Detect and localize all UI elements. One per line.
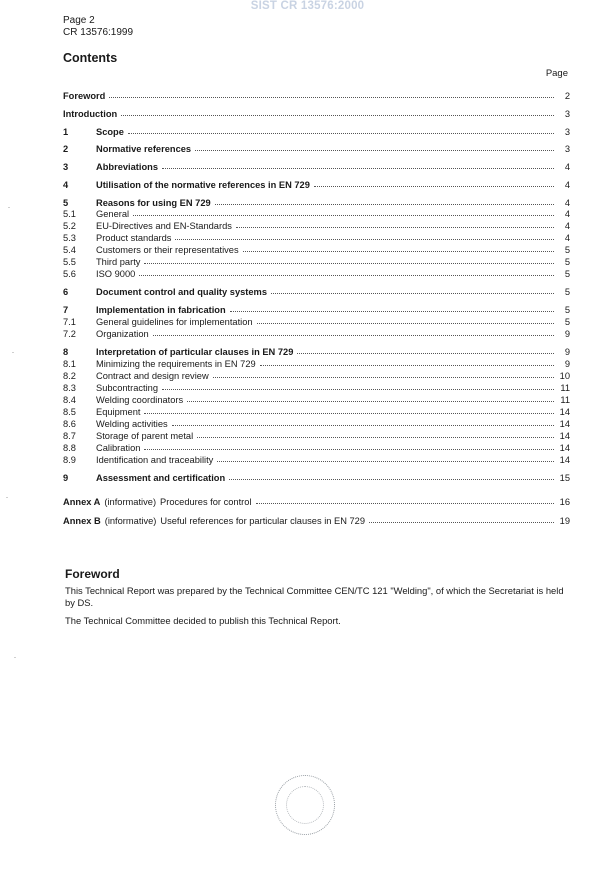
toc-entry-number: 8.9 <box>63 455 76 465</box>
toc-entry <box>63 160 570 172</box>
toc-entry <box>63 453 570 465</box>
toc-entry <box>63 142 570 154</box>
toc-dot-leader <box>197 428 554 438</box>
annex-page: 19 <box>559 516 570 526</box>
annex-title: Procedures for control <box>160 497 252 507</box>
toc-entry-number: 5.2 <box>63 221 76 231</box>
toc-entry-page: 9 <box>564 359 570 369</box>
toc-entry-title: Abbreviations <box>96 162 158 172</box>
toc-entry-number: 8.7 <box>63 431 76 441</box>
toc-entry-page: 5 <box>564 257 570 267</box>
toc-entry-page: 14 <box>559 443 570 453</box>
toc-dot-leader <box>215 195 554 205</box>
toc-entry-title: Equipment <box>96 407 141 417</box>
toc-entry-title: Scope <box>96 127 124 137</box>
toc-dot-leader <box>271 284 554 294</box>
toc-entry-number: 8.6 <box>63 419 76 429</box>
toc-entry-page: 4 <box>564 221 570 231</box>
scan-speck <box>8 207 10 208</box>
toc-entry-title: Welding activities <box>96 419 168 429</box>
toc-entry-page: 11 <box>560 395 570 405</box>
toc-entry-title: Introduction <box>63 109 118 119</box>
toc-entry-page: 9 <box>564 347 570 357</box>
toc-dot-leader <box>162 380 554 390</box>
toc-entry-number: 8.3 <box>63 383 76 393</box>
toc-entry-title: General guidelines for implementation <box>96 317 253 327</box>
toc-dot-leader <box>162 159 554 169</box>
toc-entry-title: Assessment and certification <box>96 473 226 483</box>
toc-entry-number: 3 <box>63 162 69 172</box>
toc-dot-leader <box>187 392 554 402</box>
foreword-title: Foreword <box>65 567 120 581</box>
scan-speck <box>6 497 8 498</box>
toc-entry-page: 5 <box>564 305 570 315</box>
toc-entry-title: ISO 9000 <box>96 269 136 279</box>
toc-dot-leader <box>236 218 554 228</box>
toc-entry-number: 5.5 <box>63 257 76 267</box>
toc-entry-title: Foreword <box>63 91 106 101</box>
toc-entry-page: 14 <box>559 455 570 465</box>
scan-speck <box>14 657 16 658</box>
annex-page: 16 <box>559 497 570 507</box>
toc-entry-page: 4 <box>564 209 570 219</box>
toc-dot-leader <box>229 470 554 480</box>
scan-speck <box>12 352 14 353</box>
toc-entry <box>63 471 570 483</box>
toc-entry-number: 8.8 <box>63 443 76 453</box>
toc-entry-number: 7.1 <box>63 317 76 327</box>
annex-title: Useful references for particular clauses in EN 729 <box>160 516 366 526</box>
toc-entry-title: Contract and design review <box>96 371 209 381</box>
toc-entry <box>63 267 570 279</box>
toc-entry-number: 8.4 <box>63 395 76 405</box>
toc-entry-page: 2 <box>564 91 570 101</box>
toc-entry-number: 8 <box>63 347 69 357</box>
stamp-seal <box>275 775 335 835</box>
toc-dot-leader <box>243 242 554 252</box>
toc-entry-title: Organization <box>96 329 149 339</box>
toc-entry-title: EU-Directives and EN-Standards <box>96 221 232 231</box>
toc-dot-leader <box>121 106 554 116</box>
toc-dot-leader <box>256 494 554 504</box>
page-header <box>63 15 133 39</box>
annex-label: Annex B <box>63 516 101 526</box>
toc-entry-number: 5.4 <box>63 245 76 255</box>
toc-entry-title: Reasons for using EN 729 <box>96 198 211 208</box>
toc-entry-page: 5 <box>564 317 570 327</box>
toc-entry <box>63 107 570 119</box>
toc-dot-leader <box>369 513 554 523</box>
toc-dot-leader <box>133 206 554 216</box>
toc-entry-page: 14 <box>559 407 570 417</box>
toc-entry-number: 7.2 <box>63 329 76 339</box>
toc-dot-leader <box>128 124 554 134</box>
toc-dot-leader <box>144 254 554 264</box>
toc-entry-page: 9 <box>564 329 570 339</box>
toc-entry <box>63 285 570 297</box>
toc-dot-leader <box>139 266 554 276</box>
toc-entry-page: 4 <box>564 198 570 208</box>
toc-entry-page: 4 <box>564 233 570 243</box>
foreword-paragraph-1: This Technical Report was prepared by the Technical Committee CEN/TC 121 "Welding", of which the Secretariat is held by DS. <box>65 585 564 608</box>
toc-entry-title: Subcontracting <box>96 383 159 393</box>
toc-entry-page: 10 <box>559 371 570 381</box>
toc-entry-title: Utilisation of the normative references in EN 729 <box>96 180 310 190</box>
toc-dot-leader <box>109 88 554 98</box>
annex-type: (informative) <box>104 516 157 526</box>
toc-entry <box>63 89 570 101</box>
toc-entry-page: 5 <box>564 269 570 279</box>
toc-entry-title: Interpretation of particular clauses in EN 729 <box>96 347 294 357</box>
toc-entry-page: 4 <box>564 180 570 190</box>
toc-dot-leader <box>217 452 554 462</box>
toc-entry-page: 14 <box>559 419 570 429</box>
toc-dot-leader <box>172 416 554 426</box>
toc-dot-leader <box>257 314 554 324</box>
toc-entry <box>63 178 570 190</box>
toc-entry-title: Implementation in fabrication <box>96 305 226 315</box>
toc-dot-leader <box>195 141 554 151</box>
toc-entry-title: Normative references <box>96 144 192 154</box>
toc-dot-leader <box>260 356 554 366</box>
toc-annex-entry <box>63 514 570 526</box>
toc-entry-title: Product standards <box>96 233 172 243</box>
contents-title: Contents <box>63 51 118 65</box>
toc-entry-page: 15 <box>559 473 570 483</box>
toc-entry-title: General <box>96 209 130 219</box>
page-number: Page 2 <box>63 15 95 26</box>
foreword-paragraph-2: The Technical Committee decided to publish this Technical Report. <box>65 615 341 626</box>
toc-entry-number: 8.1 <box>63 359 76 369</box>
toc-entry-title: Customers or their representatives <box>96 245 239 255</box>
toc-dot-leader <box>230 302 554 312</box>
toc-entry-number: 4 <box>63 180 69 190</box>
toc-annex-entry <box>63 495 570 507</box>
toc-entry-title: Calibration <box>96 443 141 453</box>
toc-entry-number: 6 <box>63 287 69 297</box>
toc-dot-leader <box>297 344 554 354</box>
toc-entry-page: 3 <box>564 127 570 137</box>
toc-entry-page: 5 <box>564 287 570 297</box>
page-column-label: Page <box>545 68 568 79</box>
document-id: CR 13576:1999 <box>63 27 134 38</box>
toc-entry <box>63 327 570 339</box>
toc-dot-leader <box>144 404 554 414</box>
toc-entry-number: 5.1 <box>63 209 76 219</box>
toc-entry-title: Welding coordinators <box>96 395 184 405</box>
toc-entry-page: 3 <box>564 109 570 119</box>
toc-entry-number: 9 <box>63 473 69 483</box>
annex-label: Annex A <box>63 497 101 507</box>
annex-type: (informative) <box>104 497 157 507</box>
toc-entry-number: 5.6 <box>63 269 76 279</box>
toc-entry <box>63 125 570 137</box>
watermark: SIST CR 13576:2000 <box>250 0 365 12</box>
toc-entry-title: Document control and quality systems <box>96 287 267 297</box>
toc-dot-leader <box>153 326 554 336</box>
toc-entry-number: 1 <box>63 127 69 137</box>
toc-entry-number: 8.5 <box>63 407 76 417</box>
toc-entry-title: Identification and traceability <box>96 455 214 465</box>
toc-entry-number: 5 <box>63 198 69 208</box>
toc-dot-leader <box>314 177 554 187</box>
toc-dot-leader <box>213 368 554 378</box>
toc-entry-title: Third party <box>96 257 141 267</box>
toc-entry-page: 3 <box>564 144 570 154</box>
toc-dot-leader <box>144 440 554 450</box>
toc-entry-number: 5.3 <box>63 233 76 243</box>
toc-entry-title: Storage of parent metal <box>96 431 194 441</box>
toc-dot-leader <box>175 230 554 240</box>
toc-entry-number: 7 <box>63 305 69 315</box>
toc-entry-page: 4 <box>564 162 570 172</box>
toc-entry-page: 14 <box>559 431 570 441</box>
toc-entry-title: Minimizing the requirements in EN 729 <box>96 359 256 369</box>
toc-entry-number: 8.2 <box>63 371 76 381</box>
toc-entry-page: 5 <box>564 245 570 255</box>
toc-entry-number: 2 <box>63 144 69 154</box>
toc-entry-page: 11 <box>560 383 570 393</box>
